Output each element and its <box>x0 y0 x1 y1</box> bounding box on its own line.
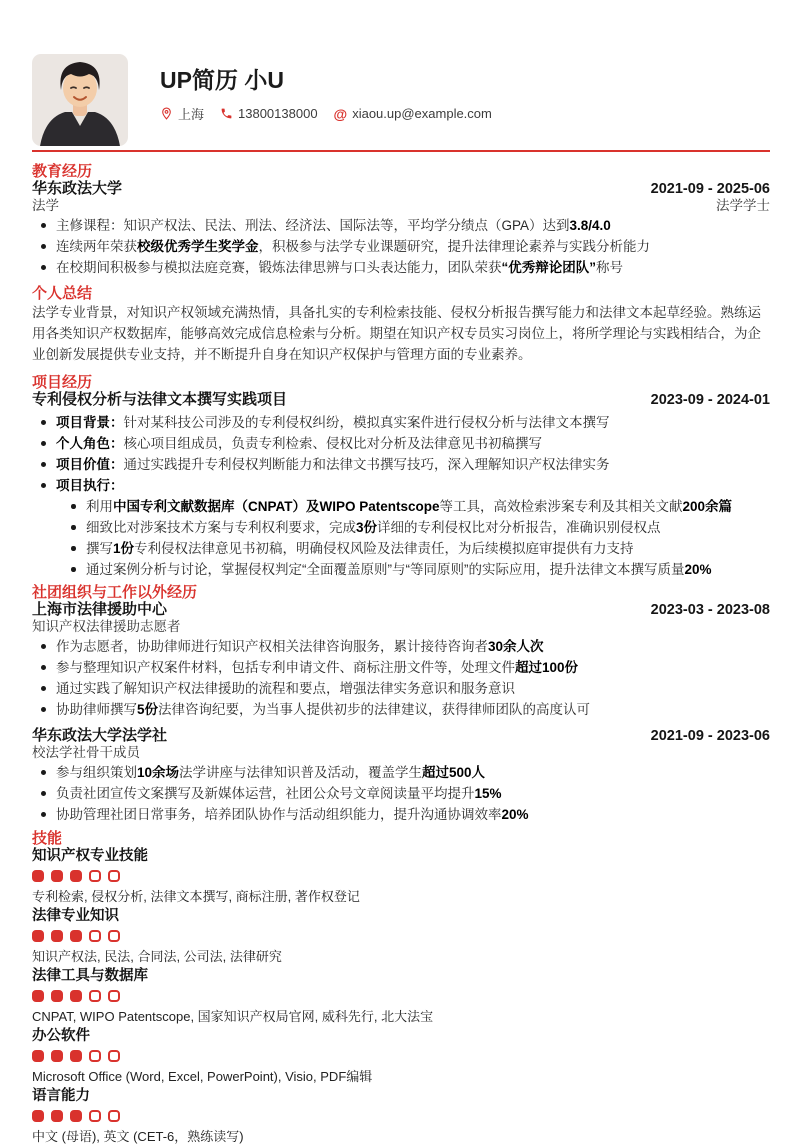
skill-item <box>32 968 770 1024</box>
project-title: 专利侵权分析与法律文本撰写实践项目 <box>32 391 288 408</box>
summary-text: 法学专业背景，对知识产权领域充满热情，具备扎实的专利检索技能、侵权分析报告撰写能力和法律文本起草经验。熟练运用各类知识产权数据库，能够高效完成信息检索与分析。期望在知识产权专员实习岗位上，将所学理论与实践相结合，为企业创新发展提供专业支持，并不断提升自身在知识产权保护与管理方面的专业素养。 <box>32 305 761 362</box>
bullet-item: 连续两年荣获校级优秀学生奖学金，积极参与法学专业课题研究，提升法律理论素养与实践分析能力 <box>32 236 770 257</box>
rating-dot-empty <box>108 1110 120 1122</box>
rating-dot-filled <box>32 930 44 942</box>
section-projects <box>32 375 770 580</box>
bullet-item: 负责社团宣传文案撰写及新媒体运营，社团公众号文章阅读量平均提升15% <box>32 783 770 804</box>
rating-dot-empty <box>89 1110 101 1122</box>
activity-bullet-list <box>32 636 770 720</box>
skill-detail: Microsoft Office (Word, Excel, PowerPoint), Visio, PDF编辑 <box>32 1069 373 1084</box>
rating-dot-filled <box>70 1050 82 1062</box>
role-name: 校法学社骨干成员 <box>32 745 140 760</box>
rating-dot-filled <box>70 930 82 942</box>
profile-photo-illustration <box>32 54 128 146</box>
role-name: 知识产权法律援助志愿者 <box>32 619 181 634</box>
organization-name: 华东政法大学法学社 <box>32 727 168 744</box>
activity-date: 2023-03 - 2023-08 <box>650 602 770 618</box>
contact-email-text: xiaou.up@example.com <box>352 106 492 121</box>
sub-bullet-item: 撰写1份专利侵权法律意见书初稿，明确侵权风险及法律责任，为后续模拟庭审提供有力支持 <box>62 538 770 559</box>
bullet-item: 作为志愿者，协助律师进行知识产权相关法律咨询服务，累计接待咨询者30余人次 <box>32 636 770 657</box>
contact-phone <box>220 106 318 121</box>
skill-item <box>32 1088 770 1144</box>
degree-name: 法学学士 <box>716 198 770 213</box>
contact-location <box>160 104 204 123</box>
bullet-item: 参与整理知识产权案件材料，包括专利申请文件、商标注册文件等，处理文件超过100份 <box>32 657 770 678</box>
project-entry-head <box>32 391 770 409</box>
rating-dot-filled <box>51 990 63 1002</box>
rating-dot-filled <box>51 870 63 882</box>
contact-location-text: 上海 <box>178 107 205 122</box>
bullet-item: 主修课程：知识产权法、民法、刑法、经济法、国际法等，平均学分绩点（GPA）达到3.8/4.0 <box>32 215 770 236</box>
section-summary <box>32 286 770 365</box>
sub-bullet-item: 细致比对涉案技术方案与专利权利要求，完成3份详细的专利侵权比对分析报告，准确识别侵权点 <box>62 517 770 538</box>
rating-dot-empty <box>108 990 120 1002</box>
bullet-item: 个人角色：核心项目组成员，负责专利检索、侵权比对分析及法律意见书初稿撰写 <box>32 433 770 454</box>
major-name: 法学 <box>32 198 59 213</box>
education-entry-head <box>32 180 770 198</box>
bullet-item: 协助管理社团日常事务，培养团队协作与活动组织能力，提升沟通协调效率20% <box>32 804 770 825</box>
project-date: 2023-09 - 2024-01 <box>650 392 770 408</box>
bullet-item: 项目背景：针对某科技公司涉及的专利侵权纠纷，模拟真实案件进行侵权分析与法律文本撰写 <box>32 412 770 433</box>
skill-rating-dots <box>32 1050 770 1062</box>
skill-detail: 中文 (母语), 英文 (CET-6，熟练读写) <box>32 1129 244 1144</box>
execution-label: 项目执行： <box>56 478 124 493</box>
bullet-item-execution <box>32 475 770 580</box>
section-heading-summary: 个人总结 <box>32 285 93 302</box>
section-heading-activities: 社团组织与工作以外经历 <box>32 584 198 601</box>
skill-rating-dots <box>32 990 770 1002</box>
organization-name: 上海市法律援助中心 <box>32 601 168 618</box>
bullet-item: 协助律师撰写5份法律咨询纪要，为当事人提供初步的法律建议，获得律师团队的高度认可 <box>32 699 770 720</box>
bullet-item: 项目价值：通过实践提升专利侵权判断能力和法律文书撰写技巧，深入理解知识产权法律实务 <box>32 454 770 475</box>
rating-dot-filled <box>51 1110 63 1122</box>
skill-name: 法律工具与数据库 <box>32 968 148 984</box>
contact-phone-text: 13800138000 <box>238 106 318 121</box>
activity-entry-sub <box>32 745 770 760</box>
rating-dot-filled <box>70 990 82 1002</box>
email-at-icon: @ <box>333 105 348 122</box>
phone-icon <box>220 107 233 120</box>
rating-dot-filled <box>32 990 44 1002</box>
contact-row <box>160 104 492 123</box>
rating-dot-empty <box>108 870 120 882</box>
rating-dot-empty <box>89 870 101 882</box>
profile-photo <box>32 54 128 146</box>
rating-dot-empty <box>108 930 120 942</box>
rating-dot-filled <box>32 870 44 882</box>
rating-dot-filled <box>70 1110 82 1122</box>
rating-dot-filled <box>70 870 82 882</box>
skill-item <box>32 848 770 904</box>
activity-entry-1 <box>32 601 770 720</box>
sub-bullet-item: 通过案例分析与讨论，掌握侵权判定“全面覆盖原则”与“等同原则”的实际应用，提升法律文本撰写质量20% <box>62 559 770 580</box>
activity-entry-2 <box>32 727 770 825</box>
section-heading-projects: 项目经历 <box>32 374 93 391</box>
rating-dot-empty <box>89 1050 101 1062</box>
activity-date: 2021-09 - 2023-06 <box>650 728 770 744</box>
rating-dot-filled <box>32 1110 44 1122</box>
rating-dot-empty <box>108 1050 120 1062</box>
activity-entry-head <box>32 727 770 745</box>
skill-name: 办公软件 <box>32 1028 90 1044</box>
skill-rating-dots <box>32 930 770 942</box>
candidate-name: UP简历 小U <box>160 67 284 93</box>
sub-bullet-item: 利用中国专利文献数据库（CNPAT）及WIPO Patentscope等工具，高效检索涉案专利及其相关文献200余篇 <box>62 496 770 517</box>
section-education <box>32 164 770 278</box>
school-name: 华东政法大学 <box>32 180 123 197</box>
section-activities <box>32 585 770 825</box>
section-heading-skills: 技能 <box>32 830 63 847</box>
location-pin-icon <box>160 107 173 120</box>
skill-detail: 知识产权法, 民法, 合同法, 公司法, 法律研究 <box>32 949 282 964</box>
skill-rating-dots <box>32 870 770 882</box>
bullet-item: 参与组织策划10余场法学讲座与法律知识普及活动，覆盖学生超过500人 <box>32 762 770 783</box>
project-bullet-list <box>32 412 770 580</box>
education-date: 2021-09 - 2025-06 <box>650 181 770 197</box>
skill-item <box>32 908 770 964</box>
activity-entry-sub <box>32 619 770 634</box>
skill-detail: 专利检索, 侵权分析, 法律文本撰写, 商标注册, 著作权登记 <box>32 889 360 904</box>
section-heading-education: 教育经历 <box>32 163 93 180</box>
education-bullet-list <box>32 215 770 278</box>
rating-dot-filled <box>51 930 63 942</box>
skill-detail: CNPAT, WIPO Patentscope, 国家知识产权局官网, 威科先行, 北大法宝 <box>32 1009 434 1024</box>
rating-dot-filled <box>32 1050 44 1062</box>
contact-email <box>334 106 492 121</box>
activity-entry-head <box>32 601 770 619</box>
skill-name: 知识产权专业技能 <box>32 848 148 864</box>
skill-item <box>32 1028 770 1084</box>
header-info <box>160 54 492 146</box>
rating-dot-empty <box>89 990 101 1002</box>
header-divider <box>32 150 770 152</box>
resume-header <box>32 54 770 146</box>
rating-dot-filled <box>51 1050 63 1062</box>
skill-name: 语言能力 <box>32 1088 90 1104</box>
skill-name: 法律专业知识 <box>32 908 119 924</box>
education-entry-sub <box>32 198 770 213</box>
activity-bullet-list <box>32 762 770 825</box>
rating-dot-empty <box>89 930 101 942</box>
skill-rating-dots <box>32 1110 770 1122</box>
execution-sub-list <box>62 496 770 580</box>
bullet-item: 在校期间积极参与模拟法庭竞赛，锻炼法律思辨与口头表达能力，团队荣获“优秀辩论团队”称号 <box>32 257 770 278</box>
section-skills <box>32 831 770 1144</box>
bullet-item: 通过实践了解知识产权法律援助的流程和要点，增强法律实务意识和服务意识 <box>32 678 770 699</box>
